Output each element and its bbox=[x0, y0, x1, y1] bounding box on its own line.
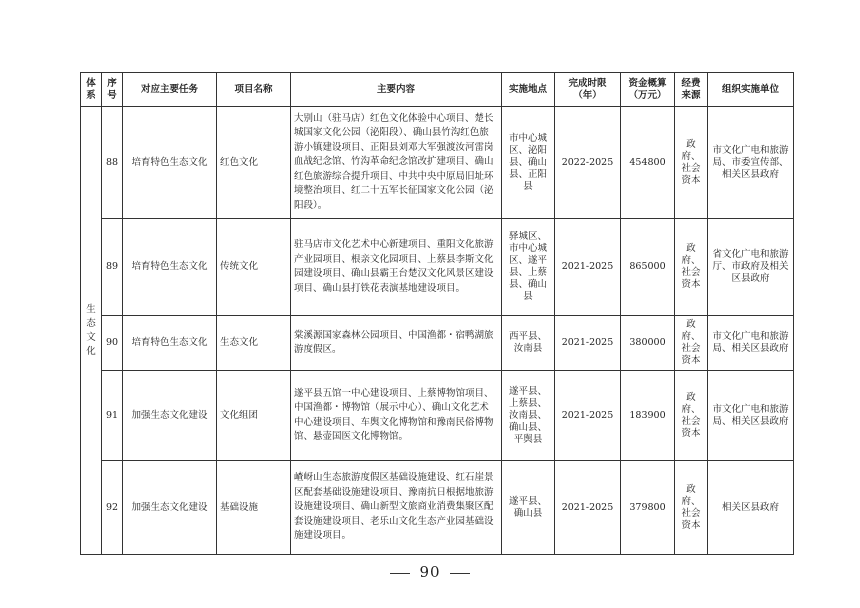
row-deadline: 2021-2025 bbox=[555, 371, 621, 461]
row-source: 政府、社会资本 bbox=[675, 371, 708, 461]
row-location: 遂平县、上蔡县、汝南县、确山县、平舆县 bbox=[502, 371, 555, 461]
row-location: 市中心城区、泌阳县、确山县、正阳县 bbox=[502, 107, 555, 219]
row-name: 红色文化 bbox=[217, 107, 291, 219]
header-content: 主要内容 bbox=[291, 73, 502, 107]
footer-dash-left bbox=[390, 573, 410, 574]
row-name: 文化组团 bbox=[217, 371, 291, 461]
row-name: 基础设施 bbox=[217, 461, 291, 555]
header-seq: 序号 bbox=[102, 73, 123, 107]
row-budget: 454800 bbox=[621, 107, 675, 219]
header-system: 体系 bbox=[81, 73, 102, 107]
row-seq: 91 bbox=[102, 371, 123, 461]
row-task: 培育特色生态文化 bbox=[123, 316, 217, 371]
row-seq: 90 bbox=[102, 316, 123, 371]
row-org: 相关区县政府 bbox=[708, 461, 794, 555]
header-org: 组织实施单位 bbox=[708, 73, 794, 107]
row-task: 加强生态文化建设 bbox=[123, 461, 217, 555]
header-name: 项目名称 bbox=[217, 73, 291, 107]
row-content: 大别山（驻马店）红色文化体验中心项目、楚长城国家文化公园（泌阳段）、确山县竹沟红色旅游小镇建设项目、正阳县刘邓大军强渡汝河雷岗血战纪念馆、竹沟革命纪念馆改扩建项目、确山红色旅游综合提升项目、中共中央中原局旧址环境整治项目、红二十五军长征国家文化公园（泌阳段）。 bbox=[291, 107, 502, 219]
row-org: 省文化广电和旅游厅、市政府及相关区县政府 bbox=[708, 219, 794, 316]
row-seq: 89 bbox=[102, 219, 123, 316]
header-location: 实施地点 bbox=[502, 73, 555, 107]
header-task: 对应主要任务 bbox=[123, 73, 217, 107]
row-content: 棠溪源国家森林公园项目、中国渔都・宿鸭湖旅游度假区。 bbox=[291, 316, 502, 371]
project-table bbox=[80, 72, 794, 555]
table-row bbox=[81, 219, 794, 316]
row-source: 政府、社会资本 bbox=[675, 219, 708, 316]
row-deadline: 2021-2025 bbox=[555, 219, 621, 316]
row-seq: 92 bbox=[102, 461, 123, 555]
row-task: 加强生态文化建设 bbox=[123, 371, 217, 461]
row-budget: 865000 bbox=[621, 219, 675, 316]
row-seq: 88 bbox=[102, 107, 123, 219]
row-name: 生态文化 bbox=[217, 316, 291, 371]
row-budget: 380000 bbox=[621, 316, 675, 371]
page-number: 90 bbox=[419, 563, 441, 581]
row-budget: 379800 bbox=[621, 461, 675, 555]
row-org: 市文化广电和旅游局、相关区县政府 bbox=[708, 371, 794, 461]
header-budget: 资金概算（万元） bbox=[621, 73, 675, 107]
row-location: 驿城区、市中心城区、遂平县、上蔡县、确山县 bbox=[502, 219, 555, 316]
table-row bbox=[81, 371, 794, 461]
row-source: 政府、社会资本 bbox=[675, 107, 708, 219]
row-source: 政府、社会资本 bbox=[675, 316, 708, 371]
row-content: 嵖岈山生态旅游度假区基础设施建设、红石崖景区配套基础设施建设项目、豫南抗日根据地旅游设施建设项目、确山新型文旅商业消费集聚区配套设施建设项目、老乐山文化生态产业园基础设施建设项目。 bbox=[291, 461, 502, 555]
row-location: 西平县、汝南县 bbox=[502, 316, 555, 371]
row-org: 市文化广电和旅游局、相关区县政府 bbox=[708, 316, 794, 371]
row-name: 传统文化 bbox=[217, 219, 291, 316]
row-deadline: 2021-2025 bbox=[555, 461, 621, 555]
row-location: 遂平县、确山县 bbox=[502, 461, 555, 555]
table-row bbox=[81, 316, 794, 371]
row-deadline: 2021-2025 bbox=[555, 316, 621, 371]
page-footer bbox=[0, 563, 860, 581]
header-deadline: 完成时限（年） bbox=[555, 73, 621, 107]
row-org: 市文化广电和旅游局、市委宣传部、相关区县政府 bbox=[708, 107, 794, 219]
row-content: 驻马店市文化艺术中心新建项目、重阳文化旅游产业园项目、根亲文化园项目、上蔡县李斯文化园建设项目、确山县霸王台楚汉文化风景区建设项目、确山县打铁花表演基地建设项目。 bbox=[291, 219, 502, 316]
table-row bbox=[81, 461, 794, 555]
header-row bbox=[81, 73, 794, 107]
row-task: 培育特色生态文化 bbox=[123, 107, 217, 219]
system-cell: 生态文化 bbox=[81, 107, 102, 555]
header-source: 经费来源 bbox=[675, 73, 708, 107]
row-source: 政府、社会资本 bbox=[675, 461, 708, 555]
row-content: 遂平县五馆一中心建设项目、上蔡博物馆项目、中国渔都・博物馆（展示中心）、确山文化艺术中心建设项目、车舆文化博物馆和豫南民俗博物馆、悬壶国医文化博物馆。 bbox=[291, 371, 502, 461]
row-task: 培育特色生态文化 bbox=[123, 219, 217, 316]
row-budget: 183900 bbox=[621, 371, 675, 461]
row-deadline: 2022-2025 bbox=[555, 107, 621, 219]
footer-dash-right bbox=[450, 573, 470, 574]
table-row bbox=[81, 107, 794, 219]
